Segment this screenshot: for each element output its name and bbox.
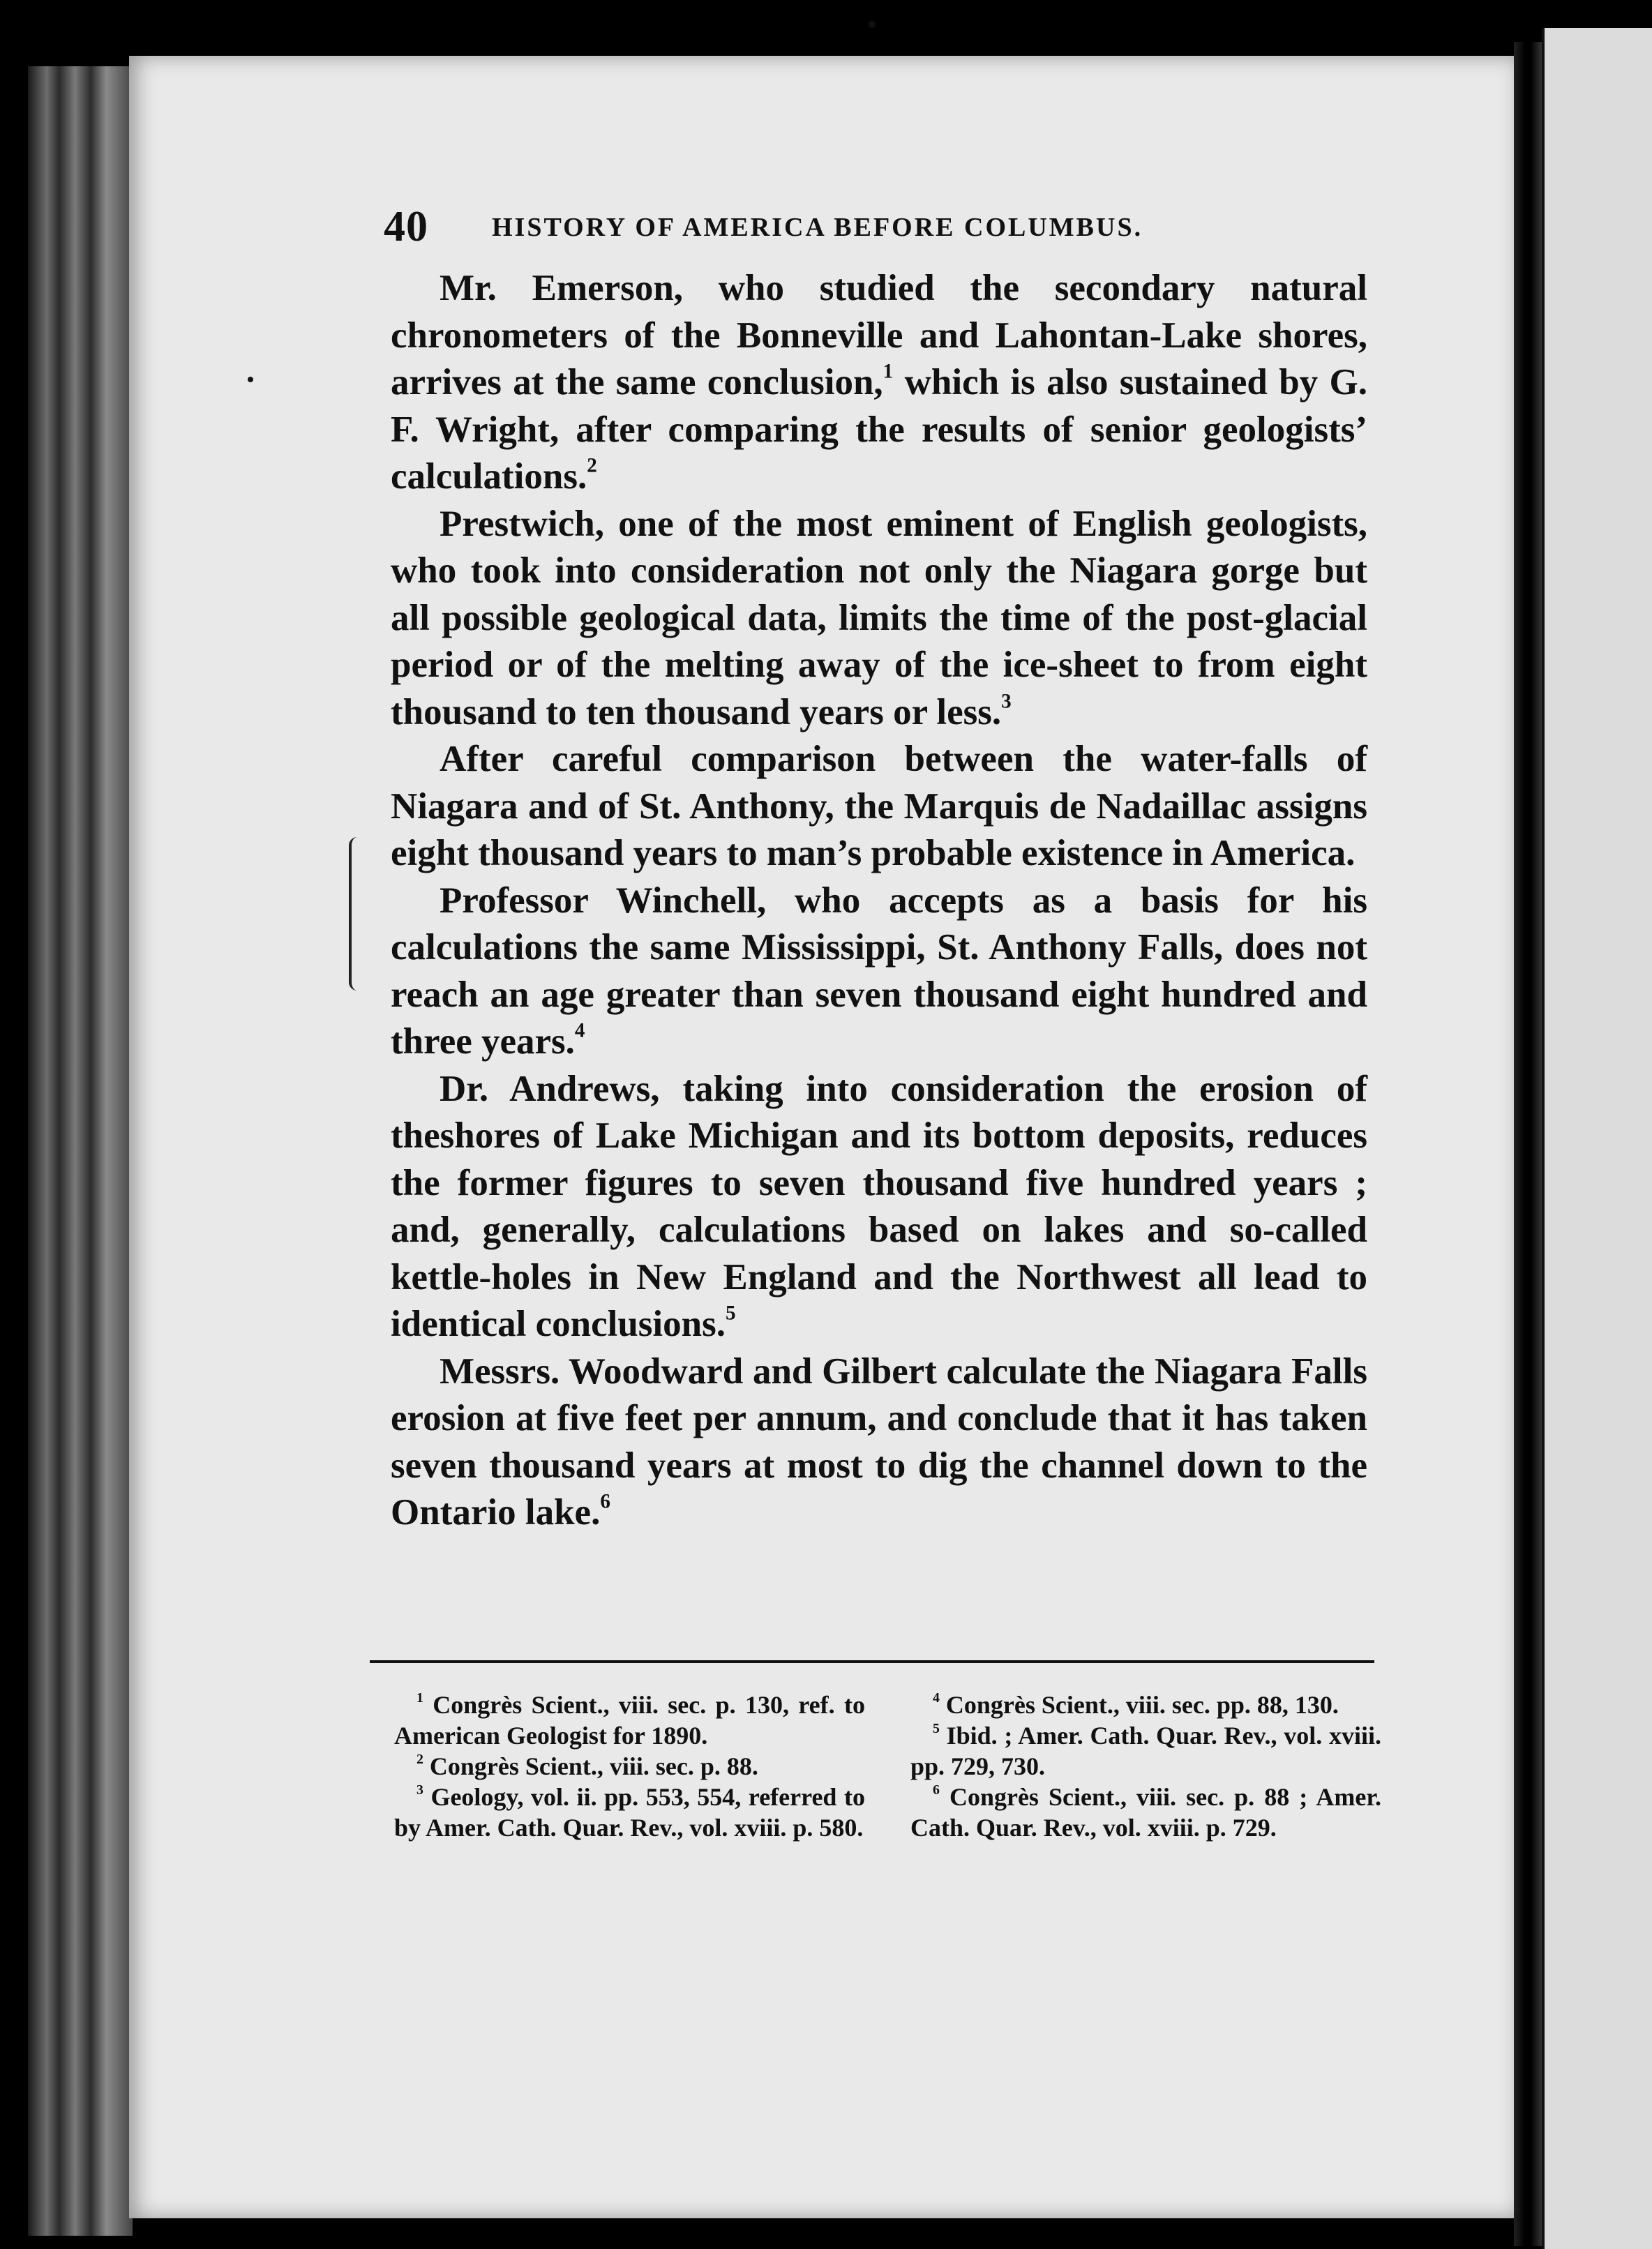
paragraph: Messrs. Woodward and Gilbert calculate the Niagara Falls erosion at five feet per annum, and conclude that it has taken seven thousand years at most to dig the channel down to the Ontario lake.$^6$	[391, 1351, 1367, 1533]
running-head	[384, 202, 1242, 258]
scan-speck	[248, 377, 253, 382]
footnote-ref: 6	[600, 1490, 610, 1513]
paragraph: Dr. Andrews, taking into consideration the erosion of theshores of Lake Michigan and its bottom deposits, reduces the former figures to seven thousand five hundred years ; and, generally, calculations based on lakes and so-called kettle-holes in New England and the Northwest all lead to identical conclusions.$^5$	[391, 1068, 1367, 1344]
footnote-ref: 3	[1001, 690, 1012, 713]
book-gutter	[1514, 42, 1542, 2246]
footnotes-right-column	[910, 1690, 1381, 1843]
footnotes	[394, 1690, 1381, 1843]
footnote-rule	[370, 1660, 1374, 1663]
facing-page-edge	[1542, 28, 1652, 2249]
footnote: $^3$ Geology, vol. ii. pp. 553, 554, referred to by Amer. Cath. Quar. Rev., vol. xviii. p. 580.	[394, 1782, 865, 1842]
footnote: $^2$ Congrès Scient., viii. sec. p. 88.	[416, 1752, 758, 1780]
footnote-ref: 5	[726, 1302, 736, 1325]
scan-speck	[869, 21, 876, 28]
margin-pencil-mark	[349, 837, 357, 991]
footnote-ref: 2	[587, 454, 597, 477]
paragraph: After careful comparison between the water-falls of Niagara and of St. Anthony, the Marquis de Nadaillac assigns eight thousand years to man’s probable existence in America.	[391, 739, 1367, 873]
book-page-edges	[28, 66, 133, 2236]
body-text	[391, 265, 1367, 1537]
footnote: $^4$ Congrès Scient., viii. sec. pp. 88, 130.	[933, 1690, 1339, 1719]
footnote-ref: 1	[883, 360, 894, 383]
paragraph: Prestwich, one of the most eminent of English geologists, who took into consideration not only the Niagara gorge but all possible geological data, limits the time of the post-glacial period or of the melting away of the ice-sheet to from eight thousand to ten thousand years or less.$^3$	[391, 503, 1367, 732]
running-title: HISTORY OF AMERICA BEFORE COLUMBUS.	[492, 213, 1143, 242]
paragraph: Mr. Emerson, who studied the secondary natural chronometers of the Bonneville and Lahontan-Lake shores, arrives at the same conclusion,$^1$ which is also sustained by G. F. Wright, after comparing the results of senior geologists’ calculations.$^2$	[391, 268, 1367, 497]
footnote: $^5$ Ibid. ; Amer. Cath. Quar. Rev., vol. xviii. pp. 729, 730.	[910, 1721, 1381, 1780]
footnote-ref: 4	[574, 1019, 585, 1042]
page-number: 40	[384, 203, 428, 250]
footnote: $^6$ Congrès Scient., viii. sec. p. 88 ; Amer. Cath. Quar. Rev., vol. xviii. p. 729.	[910, 1782, 1381, 1842]
paragraph: Professor Winchell, who accepts as a basis for his calculations the same Mississippi, St. Anthony Falls, does not reach an age greater than seven thousand eight hundred and three years.$^4$	[391, 880, 1367, 1062]
footnotes-left-column	[394, 1690, 865, 1843]
footnote: $^1$ Congrès Scient., viii. sec. p. 130, ref. to American Geologist for 1890.	[394, 1690, 865, 1750]
